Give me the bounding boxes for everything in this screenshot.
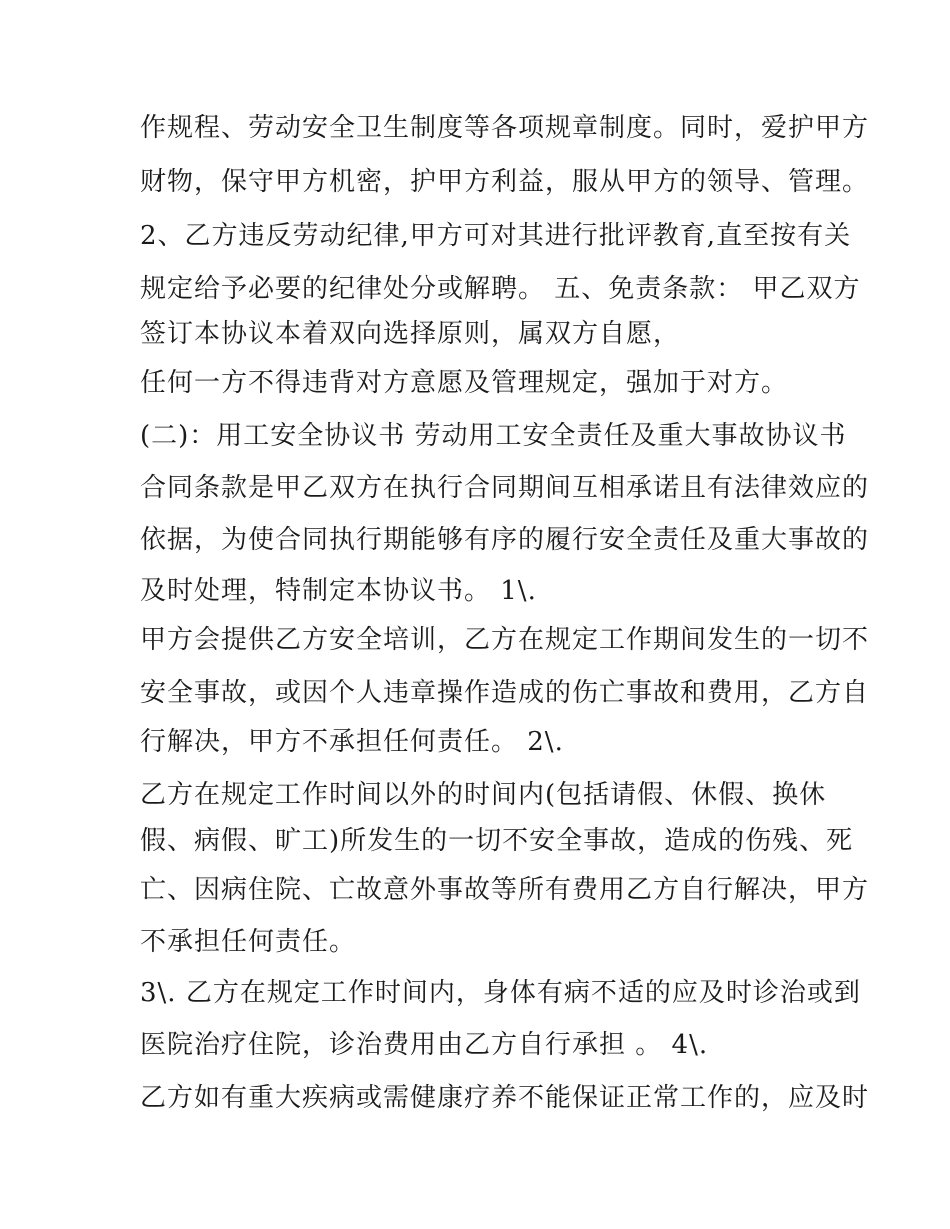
text-line: 乙方如有重大疾病或需健康疗养不能保证正常工作的，应及时 (140, 1083, 870, 1113)
text-line: 规定给予必要的纪律处分或解聘。 五、免责条款： 甲乙双方 (140, 274, 861, 304)
text-line: 亡、因病住院、亡故意外事故等所有费用乙方自行解决，甲方 (140, 875, 870, 905)
text-line: 2、乙方违反劳动纪律,甲方可对其进行批评教育,直至按有关 (140, 221, 852, 251)
text-line: 甲方会提供乙方安全培训，乙方在规定工作期间发生的一切不 (140, 625, 870, 655)
text-line: 任何一方不得违背对方意愿及管理规定，强加于对方。 (140, 368, 789, 398)
text-line: 医院治疗住院，诊治费用由乙方自行承担 。 4\. (140, 1030, 709, 1060)
text-line: 不承担任何责任。 (140, 927, 357, 957)
text-line: 行解决，甲方不承担任何责任。 2\. (140, 727, 564, 757)
text-line: 签订本协议本着双向选择原则，属双方自愿， (140, 319, 681, 349)
text-line: 财物，保守甲方机密，护甲方利益，服从甲方的领导、管理。 (140, 167, 870, 197)
text-line: 作规程、劳动安全卫生制度等各项规章制度。同时，爱护甲方 (140, 113, 870, 143)
text-line: 假、病假、旷工)所发生的一切不安全事故，造成的伤残、死 (140, 826, 854, 856)
text-line: (二)：用工安全协议书 劳动用工安全责任及重大事故协议书 (140, 421, 847, 451)
text-line: 安全事故，或因个人违章操作造成的伤亡事故和费用，乙方自 (140, 678, 870, 708)
text-line: 及时处理，特制定本协议书。 1\. (140, 576, 537, 606)
text-line: 依据，为使合同执行期能够有序的履行安全责任及重大事故的 (140, 525, 870, 555)
text-line: 乙方在规定工作时间以外的时间内(包括请假、休假、换休 (140, 780, 827, 810)
text-line: 3\. 乙方在规定工作时间内，身体有病不适的应及时诊治或到 (140, 978, 861, 1008)
text-line: 合同条款是甲乙双方在执行合同期间互相承诺且有法律效应的 (140, 473, 870, 503)
